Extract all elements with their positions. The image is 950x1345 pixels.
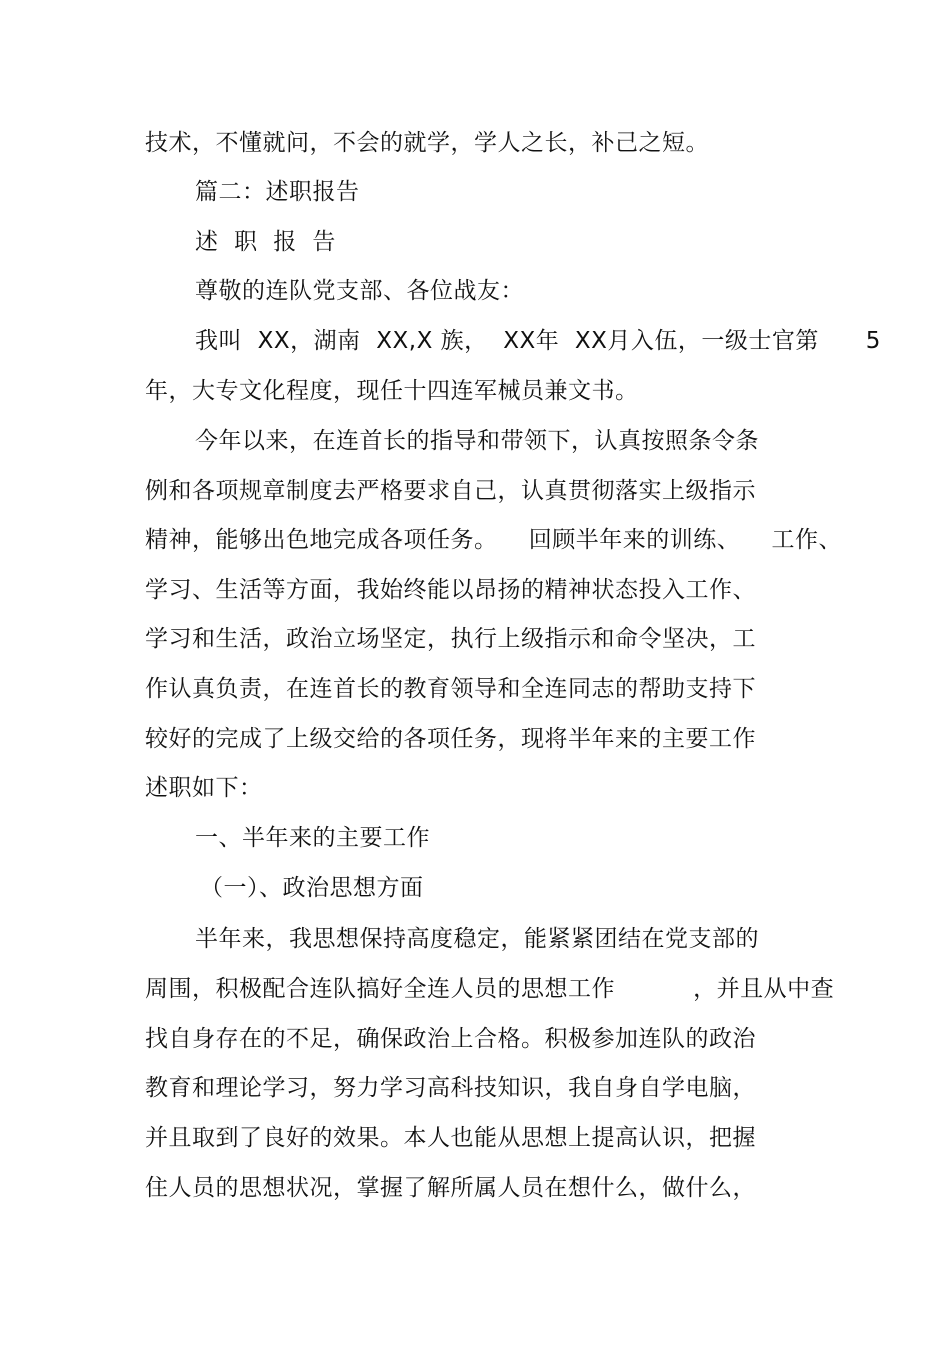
text-line: 年，大专文化程度，现任十四连军械员兼文书。 xyxy=(145,378,639,404)
text-line: 今年以来，在连首长的指导和带领下，认真按照条令条 xyxy=(195,428,759,454)
subsection-heading: （一）、政治思想方面 xyxy=(200,875,424,901)
text-line: 例和各项规章制度去严格要求自己，认真贯彻落实上级指示 xyxy=(145,478,756,504)
section-heading: 篇二：述职报告 xyxy=(195,179,360,205)
text-line: 周围，积极配合连队搞好全连人员的思想工作 ，并且从中查 xyxy=(145,976,835,1002)
text-line: 我叫 XX，湖南 XX,X 族， XX年 XX月入伍，一级士官第 5 xyxy=(195,328,881,354)
text-line: 作认真负责，在连首长的教育领导和全连同志的帮助支持下 xyxy=(145,676,756,702)
text-line: 并且取到了良好的效果。本人也能从思想上提高认识，把握 xyxy=(145,1125,756,1151)
text-line: 述职如下： xyxy=(145,775,263,801)
text-line: 精神，能够出色地完成各项任务。 回顾半年来的训练、 工作、 xyxy=(145,527,842,553)
text-line: 学习和生活，政治立场坚定，执行上级指示和命令坚决，工 xyxy=(145,626,756,652)
text-line: 教育和理论学习，努力学习高科技知识，我自身自学电脑， xyxy=(145,1075,756,1101)
report-title: 述 职 报 告 xyxy=(195,229,336,255)
salutation: 尊敬的连队党支部、各位战友： xyxy=(195,278,524,304)
text-line: 找自身存在的不足，确保政治上合格。积极参加连队的政治 xyxy=(145,1026,756,1052)
text-line: 较好的完成了上级交给的各项任务，现将半年来的主要工作 xyxy=(145,726,756,752)
text-line: 住人员的思想状况，掌握了解所属人员在想什么，做什么， xyxy=(145,1175,756,1201)
section-heading: 一、半年来的主要工作 xyxy=(195,825,430,851)
text-line: 学习、生活等方面，我始终能以昂扬的精神状态投入工作、 xyxy=(145,577,756,603)
text-line: 技术，不懂就问，不会的就学，学人之长，补己之短。 xyxy=(145,130,709,156)
text-line: 半年来，我思想保持高度稳定，能紧紧团结在党支部的 xyxy=(195,926,759,952)
